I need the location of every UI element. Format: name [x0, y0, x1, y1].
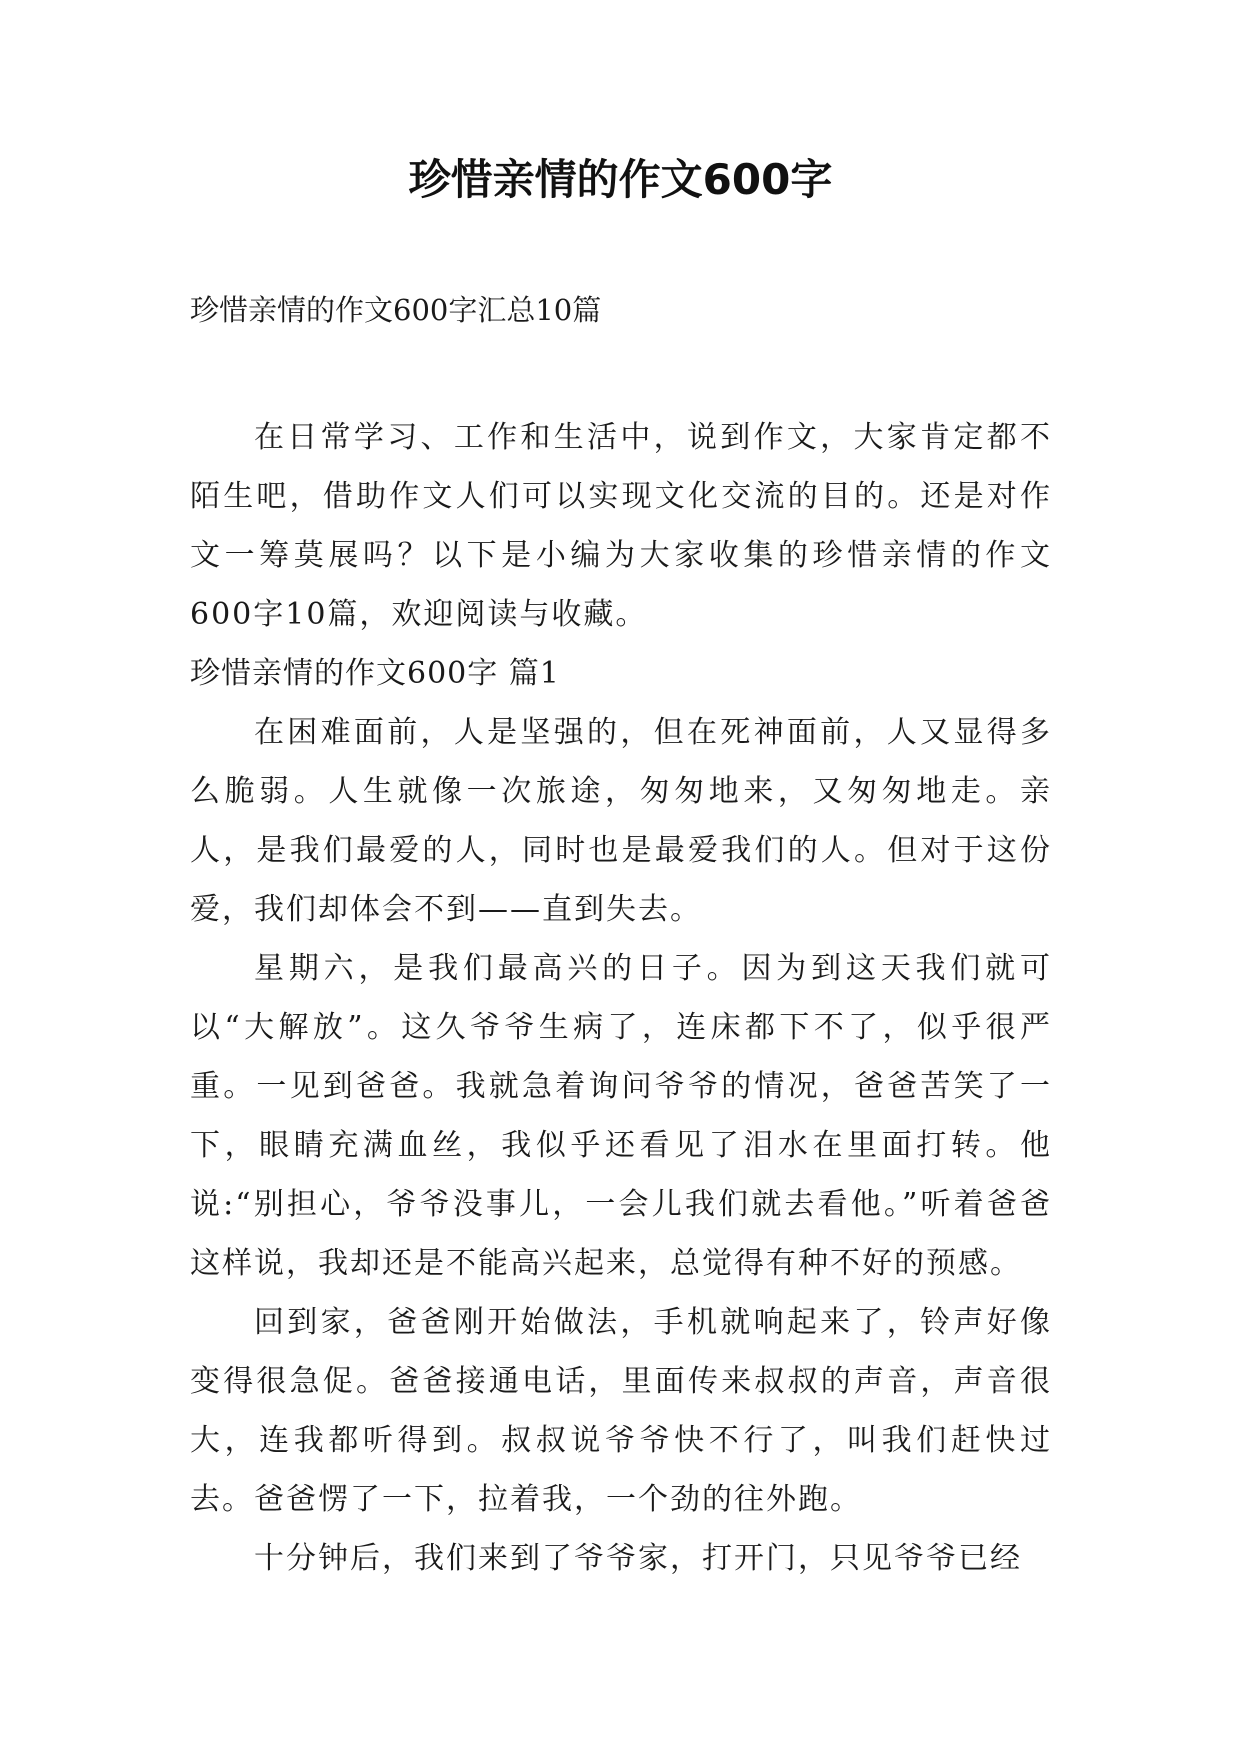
- body-paragraph: 十分钟后，我们来到了爷爷家，打开门，只见爷爷已经: [254, 1541, 1022, 1576]
- section-heading: 珍惜亲情的作文600字 篇1: [190, 656, 560, 691]
- body-paragraph: 在困难面前，人是坚强的，但在死神面前，人又显得多么脆弱。人生就像一次旅途，匆匆地来，又匆匆地走。亲人，是我们最爱的人，同时也是最爱我们的人。但对于这份爱，我们却体会不到——直到失去。: [190, 715, 1052, 927]
- body-paragraph: 回到家，爸爸刚开始做法，手机就响起来了，铃声好像变得很急促。爸爸接通电话，里面传来叔叔的声音，声音很大，连我都听得到。叔叔说爷爷快不行了，叫我们赶快过去。爸爸愣了一下，拉着我，一个劲的往外跑。: [190, 1305, 1052, 1517]
- intro-paragraph: 在日常学习、工作和生活中，说到作文，大家肯定都不陌生吧，借助作文人们可以实现文化交流的目的。还是对作文一筹莫展吗？以下是小编为大家收集的珍惜亲情的作文600字10篇，欢迎阅读与收藏。: [190, 420, 1052, 632]
- document-subtitle: 珍惜亲情的作文600字汇总10篇: [190, 293, 602, 327]
- body-paragraph: 星期六，是我们最高兴的日子。因为到这天我们就可以“大解放”。这久爷爷生病了，连床都下不了，似乎很严重。一见到爸爸。我就急着询问爷爷的情况，爸爸苦笑了一下，眼睛充满血丝，我似乎还看见了泪水在里面打转。他说:“别担心，爷爷没事儿，一会儿我们就去看他。”听着爸爸这样说，我却还是不能高兴起来，总觉得有种不好的预感。: [190, 951, 1052, 1281]
- document-title: 珍惜亲情的作文600字: [408, 155, 833, 204]
- document-body: [190, 408, 1052, 1588]
